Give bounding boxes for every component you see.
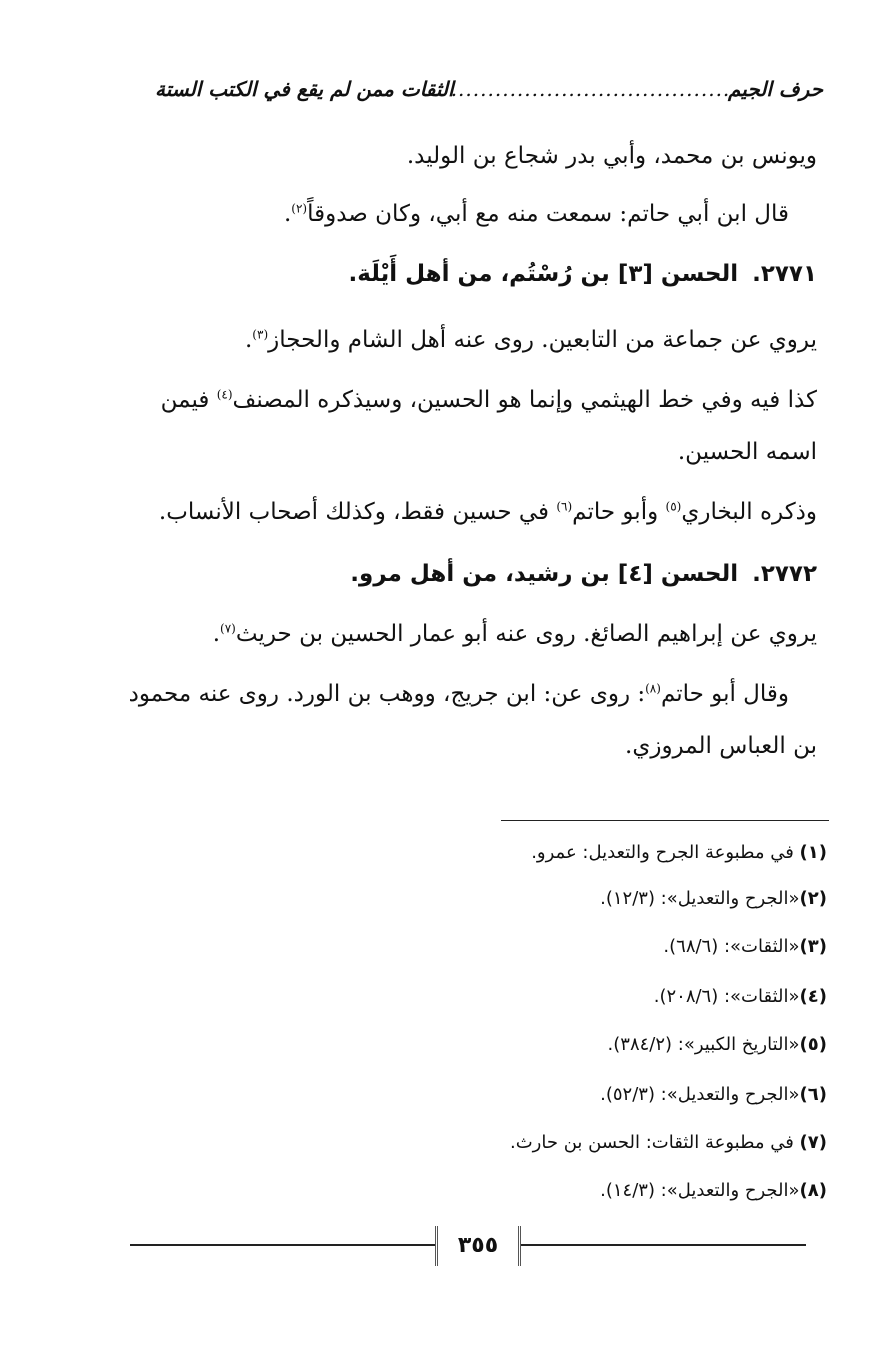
text-run: .: [212, 621, 221, 647]
footnote: [127, 932, 827, 962]
text-run: .: [283, 201, 292, 227]
footnote-text: «الجرح والتعديل»: (١٢/٣).: [600, 888, 800, 909]
text-line: [139, 196, 789, 232]
footnote-number: (١): [799, 842, 827, 863]
footnote-ref[interactable]: (٢): [291, 201, 308, 216]
footnote-text: «التاريخ الكبير»: (٣٨٤/٢).: [607, 1034, 800, 1055]
footnote-number: (٤): [799, 986, 827, 1007]
text-run: .: [244, 327, 253, 353]
footnote-separator: [501, 820, 829, 821]
running-header: [155, 72, 823, 106]
footnote: [127, 884, 827, 914]
footnote: [127, 1176, 827, 1206]
footnote: [127, 1030, 827, 1060]
header-leader-dots: ........................................: [450, 77, 745, 101]
text-run: وقال أبو حاتم: [660, 681, 789, 707]
entry-name: الحسن [٤] بن رشيد، من أهل مرو.: [350, 561, 739, 587]
entry-heading: [137, 256, 817, 292]
entry-name: الحسن [٣] بن رُسْتُم، من أهل أَيْلَة.: [348, 261, 739, 287]
footnote-ref[interactable]: (٤): [216, 387, 233, 402]
footnote: [127, 1128, 827, 1158]
text-line: [137, 616, 817, 652]
footnote-ref[interactable]: (٣): [252, 327, 269, 342]
footnote-number: (٦): [799, 1084, 827, 1105]
footnote-ref[interactable]: (٧): [220, 621, 236, 636]
text-line: [137, 322, 817, 358]
text-run: كذا فيه وفي خط الهيثمي وإنما هو الحسين، وسيذكره المصنف: [232, 387, 817, 413]
footnote-text: «الثقات»: (٦٨/٦).: [663, 936, 800, 957]
text-run: وذكره البخاري: [681, 499, 817, 525]
text-run: في حسين فقط، وكذلك أصحاب الأنساب.: [158, 499, 557, 525]
footnote-number: (٢): [799, 888, 827, 909]
footnote-number: (٣): [799, 936, 827, 957]
footnote-text: «الجرح والتعديل»: (١٤/٣).: [600, 1180, 800, 1201]
entry-number: ٢٧٧٢.: [752, 561, 817, 587]
footnote-ref[interactable]: (٨): [645, 681, 661, 696]
footnote-number: (٨): [799, 1180, 827, 1201]
text-run: يروي عن إبراهيم الصائغ. روى عنه أبو عمار الحسين بن حريث: [235, 621, 817, 647]
footnote-ref[interactable]: (٥): [665, 499, 682, 514]
footnote: [127, 838, 827, 868]
footnote-text: في مطبوعة الثقات: الحسن بن حارث.: [510, 1132, 800, 1153]
book-title: الثقات ممن لم يقع في الكتب الستة: [155, 77, 454, 101]
entry-number: ٢٧٧١.: [752, 261, 817, 287]
text-line: بن العباس المروزي.: [625, 733, 817, 759]
chapter-title: حرف الجيم: [728, 77, 823, 101]
text-run: فيمن: [160, 387, 217, 413]
entry-heading: [137, 556, 817, 592]
footnote-text: في مطبوعة الجرح والتعديل: عمرو.: [531, 842, 800, 863]
page-number: ٣٥٥: [435, 1226, 521, 1266]
footnote-number: (٧): [799, 1132, 827, 1153]
text-line: [137, 494, 817, 530]
text-line: ويونس بن محمد، وأبي بدر شجاع بن الوليد.: [406, 143, 817, 169]
text-line: [137, 382, 817, 418]
text-run: وأبو حاتم: [572, 499, 666, 525]
text-run: يروي عن جماعة من التابعين. روى عنه أهل الشام والحجاز: [268, 327, 817, 353]
footnote-number: (٥): [799, 1034, 827, 1055]
footnote-text: «الجرح والتعديل»: (٥٢/٣).: [600, 1084, 800, 1105]
footnote: [127, 1080, 827, 1110]
footnote-text: «الثقات»: (٢٠٨/٦).: [653, 986, 800, 1007]
text-run: : روى عن: ابن جريج، ووهب بن الورد. روى عنه محمود: [128, 681, 646, 707]
text-run: قال ابن أبي حاتم: سمعت منه مع أبي، وكان صدوقاً: [307, 201, 789, 227]
footnote-ref[interactable]: (٦): [556, 499, 573, 514]
footnote: [127, 982, 827, 1012]
text-line: اسمه الحسين.: [677, 439, 817, 465]
text-line: [128, 676, 789, 712]
